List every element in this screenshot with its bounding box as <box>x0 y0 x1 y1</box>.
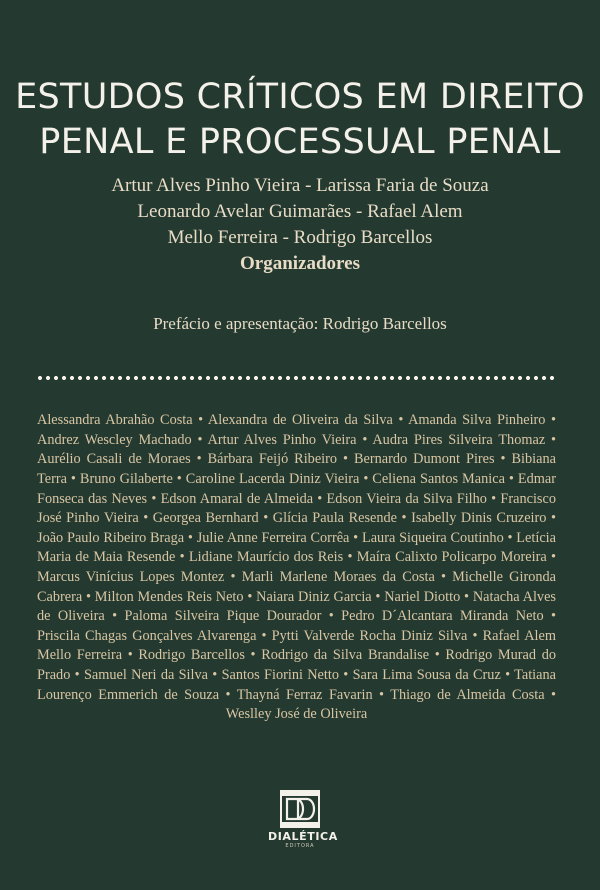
publisher-name: DIALÉTICA <box>268 830 338 843</box>
book-title <box>0 75 600 165</box>
publisher-logo <box>268 790 338 849</box>
organizers-line-2: Leonardo Avelar Guimarães - Rafael Alem <box>137 201 463 222</box>
publisher-subtitle: EDITORA <box>285 843 315 849</box>
authors-list: Alessandra Abrahão Costa • Alexandra de Oliveira da Silva • Amanda Silva Pinheiro • Andrez Wescley Machado • Artur Alves Pinho Vieira • Audra Pires Silveira Thomaz • Aurélio Casali de Moraes • Bárbara Feijó Ribeiro • Bernardo Dumont Pires • Bibiana Terra • Bruno Gilaberte • Caroline Lacerda Diniz Vieira • Celiena Santos Manica • Edmar Fonseca das Neves • Edson Amaral de Almeida • Edson Vieira da Silva Filho • Francisco José Pinho Vieira • Georgea Bernhard • Glícia Paula Resende • Isabelly Dinis Cruzeiro • João Paulo Ribeiro Braga • Julie Anne Ferreira Corrêa • Laura Siqueira Coutinho • Letícia Maria de Maia Resende • Lidiane Maurício dos Reis • Maíra Calixto Policarpo Moreira • Marcus Vinícius Lopes Montez • Marli Marlene Moraes da Costa • Michelle Gironda Cabrera • Milton Mendes Reis Neto • Naiara Diniz Garcia • Nariel Diotto • Natacha Alves de Oliveira • Paloma Silveira Pique Dourador • Pedro D´Alcantara Miranda Neto • Priscila Chagas Gonçalves Alvarenga • Pytti Valverde Rocha Diniz Silva • Rafael Alem Mello Ferreira • Rodrigo Barcellos • Rodrigo da Silva Brandalise • Rodrigo Murad do Prado • Samuel Neri da Silva • Santos Fiorini Netto • Sara Lima Sousa da Cruz • Tatiana Lourenço Emmerich de Souza • Thayná Ferraz Favarin • Thiago de Almeida Costa • Weslley José de Oliveira <box>37 412 556 723</box>
organizers-label: Organizadores <box>240 253 360 274</box>
preface-credit: Prefácio e apresentação: Rodrigo Barcellos <box>153 314 447 333</box>
dialetica-logo-icon <box>280 790 320 828</box>
organizers-line-1: Artur Alves Pinho Vieira - Larissa Faria de Souza <box>111 175 489 196</box>
dotted-divider <box>36 374 556 382</box>
organizers-line-3: Mello Ferreira - Rodrigo Barcellos <box>167 227 433 248</box>
book-title-line-2: PENAL E PROCESSUAL PENAL <box>39 122 561 163</box>
organizers-block <box>0 173 600 277</box>
book-title-line-1: ESTUDOS CRÍTICOS EM DIREITO <box>15 77 585 118</box>
